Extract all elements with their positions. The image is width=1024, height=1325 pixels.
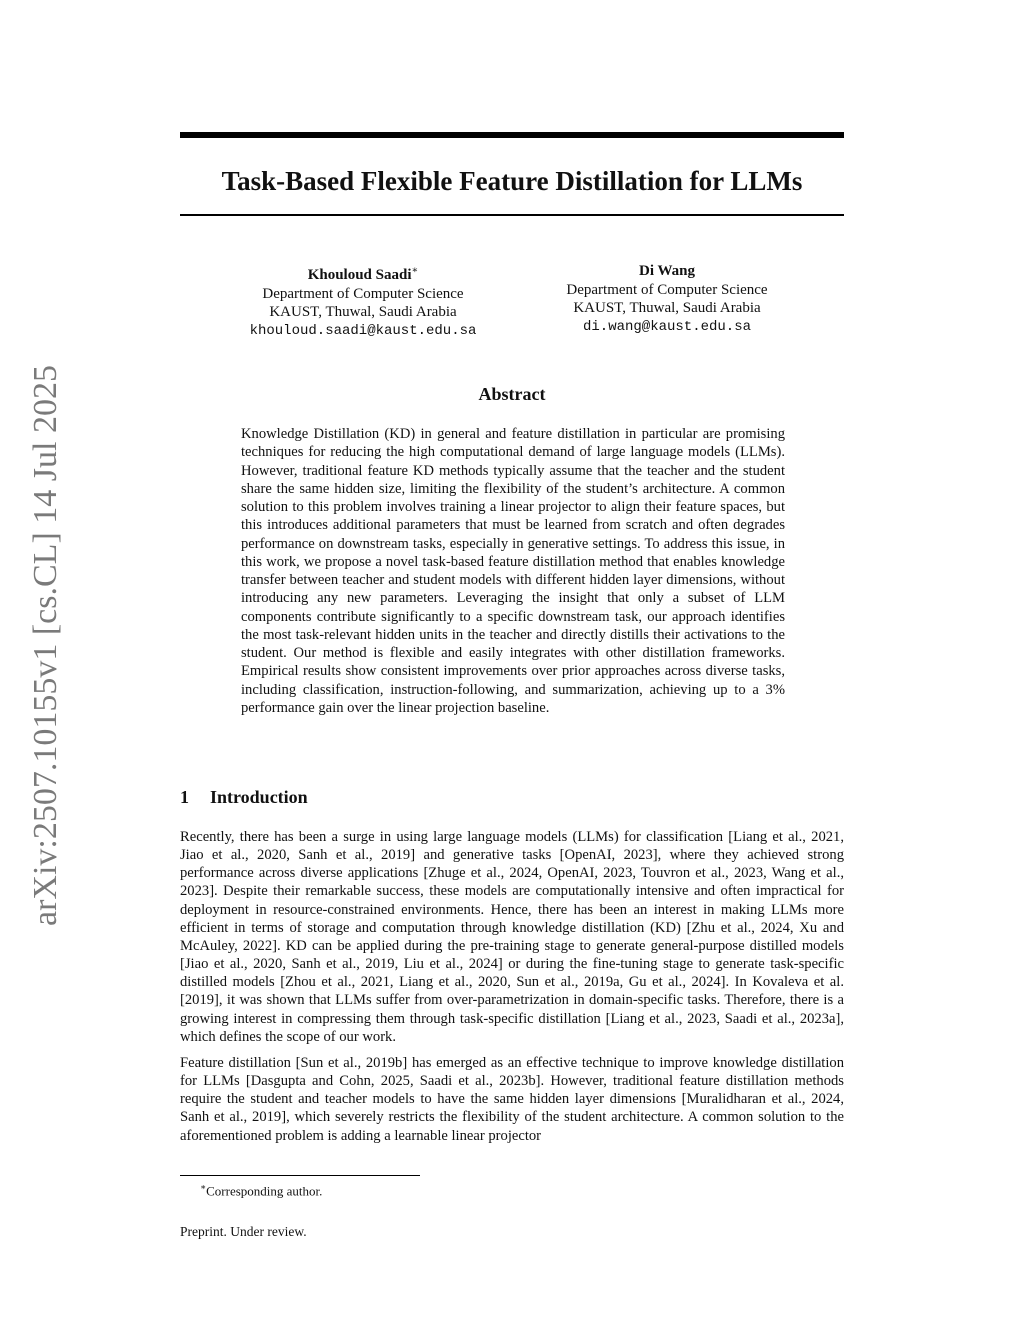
paper-title: Task-Based Flexible Feature Distillation for LLMs xyxy=(221,166,803,196)
section-title: Introduction xyxy=(210,787,308,807)
author-name: Di Wang xyxy=(639,263,695,279)
title-rule-bottom xyxy=(180,214,844,216)
section-heading xyxy=(180,786,308,808)
intro-paragraph-1: Recently, there has been a surge in using large language models (LLMs) for classification [Liang et al., 2021, Jiao et al., 2020, Sanh et al., 2019] and generative tasks [OpenAI, 2023], where they achieved strong performance across diverse applications [Zhuge et al., 2024, OpenAI, 2023, Touvron et al., 2023, Wang et al., 2023]. Despite their remarkable success, these models are computationally intensive and often impractical for deployment in resource-constrained environments. Hence, there has been an interest in making LLMs more efficient in terms of storage and computation through knowledge distillation (KD) [Zhu et al., 2024, Xu and McAuley, 2022]. KD can be applied during the pre-training stage to generate general-purpose distilled models [Jiao et al., 2020, Sanh et al., 2019, Liu et al., 2024] or during the fine-tuning stage to generate task-specific distilled models [Zhou et al., 2021, Liang et al., 2020, Sun et al., 2019a, Gu et al., 2024]. In Kovaleva et al. [2019], it was shown that LLMs suffer from over-parametrization in domain-specific tasks. Therefore, there is a growing interest in compressing them through task-specific distillation [Liang et al., 2023, Saadi et al., 2023a], which defines the scope of our work. xyxy=(180,829,844,1045)
title-rule-top xyxy=(180,132,844,138)
introduction-body xyxy=(180,828,844,1153)
abstract-heading: Abstract xyxy=(478,384,546,404)
footnote xyxy=(200,1179,322,1199)
author-email: khouloud.saadi@kaust.edu.sa xyxy=(249,322,477,339)
author-block-2 xyxy=(502,262,832,336)
author-department: Department of Computer Science xyxy=(262,285,464,302)
author-email: di.wang@kaust.edu.sa xyxy=(582,318,752,335)
author-affiliation: KAUST, Thuwal, Saudi Arabia xyxy=(573,300,761,316)
footnote-rule xyxy=(180,1175,420,1176)
section-number: 1 xyxy=(180,787,189,807)
author-footnote-mark: ∗ xyxy=(411,265,419,276)
author-name: Khouloud Saadi xyxy=(307,267,412,283)
abstract-text: Knowledge Distillation (KD) in general and feature distillation in particular are promising techniques for reducing the high computational demand of large language models (LLMs). However, traditional feature KD methods typically assume that the teacher and the student share the same hidden size, limiting the flexibility of the student’s architecture. A common solution to this problem involves training a linear projector to align their feature spaces, but this introduces additional parameters that must be learned from scratch and often degrades performance on downstream tasks, especially in generative settings. To address this issue, in this work, we propose a novel task-based feature distillation method that enables knowledge transfer between teacher and student models with different hidden layer dimensions, without introducing any new parameters. Leveraging the insight that only a subset of LLM components contribute significantly to a specific downstream task, our approach identifies the most task-relevant hidden units in the teacher and directly distills their activations to the student. Our method is flexible and easily integrates with other distillation frameworks. Empirical results show consistent improvements over prior approaches across diverse tasks, including classification, instruction-following, and summarization, achieving up to a 3% performance gain over the linear projection baseline. xyxy=(241,426,785,716)
author-department: Department of Computer Science xyxy=(566,281,768,298)
footnote-text: Corresponding author. xyxy=(206,1183,323,1199)
author-block-1 xyxy=(198,262,528,340)
preprint-notice: Preprint. Under review. xyxy=(180,1224,307,1239)
intro-paragraph-2: Feature distillation [Sun et al., 2019b] has emerged as an effective technique to improve knowledge distillation for LLMs [Dasgupta and Cohn, 2025, Saadi et al., 2023b]. However, traditional feature distillation methods require the student and teacher models to have the same hidden layer dimensions [Muralidharan et al., 2024, Sanh et al., 2019], which severely restricts the flexibility of the student architecture. A common solution to the aforementioned problem is adding a learnable linear projector xyxy=(180,1054,844,1144)
author-affiliation: KAUST, Thuwal, Saudi Arabia xyxy=(269,304,457,320)
arxiv-side-identifier: arXiv:2507.10155v1 [cs.CL] 14 Jul 2025 xyxy=(27,365,64,926)
footnote-mark: ∗ xyxy=(200,1182,207,1192)
